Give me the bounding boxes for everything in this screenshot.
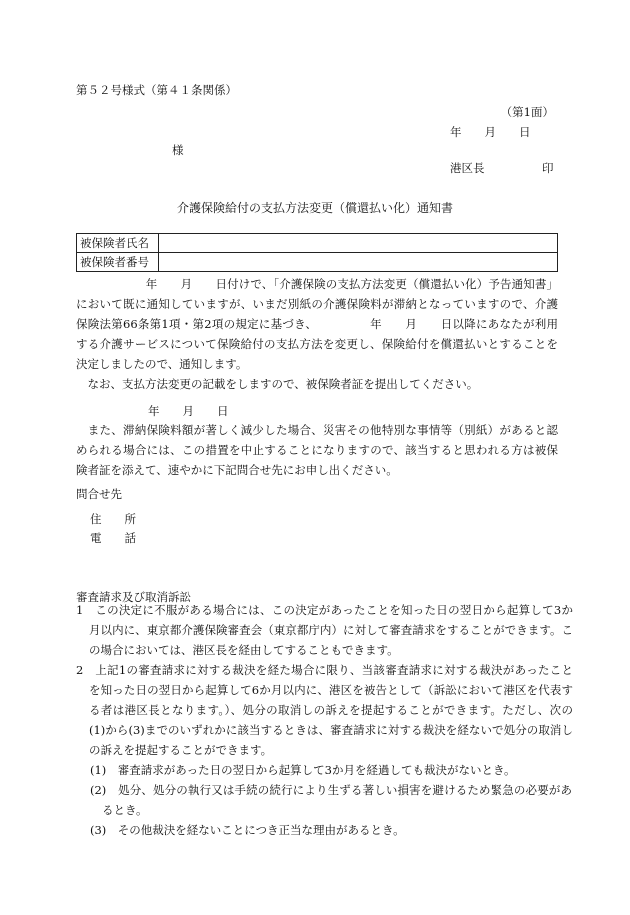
insured-table [76, 233, 558, 272]
appeal-heading: 審査請求及び取消訴訟 [76, 590, 191, 604]
appeal-item-1: 1 この決定に不服がある場合には、この決定があったことを知った日の翌日から起算して3か月以内に、東京都介護保険審査会（東京都庁内）に対して審査請求をすることができます。この場合においては、港区長を経由してすることもできます。 [76, 603, 573, 657]
body-paragraph-2: なお、支払方法変更の記載をしますので、被保険者証を提出してください。 [76, 377, 479, 391]
contact-heading: 問合せ先 [76, 487, 122, 501]
appeal-item-2: 2 上記1の審査請求に対する裁決を経た場合に限り、当該審査請求に対する裁決があったことを知った日の翌日から起算して6か月以内に、港区を被告として（訴訟において港区を代表する者は港区長となります。）、処分の取消しの訴えを提起することができます。ただし、次の(1)から(3)までのいずれかに該当するときは、審査請求に対する裁決を経ないで処分の取消しの訴えを提起することができます。 [76, 663, 573, 757]
table-row [77, 253, 558, 272]
contact-phone-label: 電 話 [90, 531, 136, 545]
appeal-sub-item-1: (1) 審査請求があった日の翌日から起算して3か月を経過しても裁決がないとき。 [90, 763, 516, 777]
contact-address-label: 住 所 [90, 512, 136, 526]
insured-number-label: 被保険者番号 [77, 253, 159, 272]
issuer-signature: 港区長 印 [450, 161, 554, 175]
body-paragraph-3: また、滞納保険料額が著しく減少した場合、災害その他特別な事情等（別紙）があると認められる場合には、この措置を中止することになりますので、該当すると思われる方は被保険者証を添えて、速やかに下記問合せ先にお申し出ください。 [76, 423, 558, 477]
issue-date: 年 月 日 [450, 125, 531, 139]
form-number: 第５２号様式（第４１条関係） [76, 83, 237, 97]
table-row [77, 234, 558, 253]
resume-date: 年 月 日 [148, 404, 229, 418]
body-paragraph-1: 年 月 日付けで、「介護保険の支払方法変更（償還払い化）予告通知書」において既に通知していますが、いまだ別紙の介護保険料が滞納となっていますので、介護保険法第66条第1項・第2項の規定に基づき、 年 月 日以降にあなたが利用する介護サービスについて保険給付の支払方法を変更し、保険給付を償還払いとすることを決定しましたので、通知します。 [76, 277, 558, 371]
addressee-suffix: 様 [172, 143, 184, 157]
insured-number-value [159, 253, 558, 272]
document-title: 介護保険給付の支払方法変更（償還払い化）通知書 [176, 201, 453, 215]
insured-name-label: 被保険者氏名 [77, 234, 159, 253]
appeal-sub-item-2: (2) 処分、処分の執行又は手続の続行により生ずる著しい損害を避けるため緊急の必要があるとき。 [90, 783, 572, 817]
appeal-sub-item-3: (3) その他裁決を経ないことにつき正当な理由があるとき。 [90, 823, 405, 837]
page-label: （第1面） [500, 105, 554, 119]
insured-name-value [159, 234, 558, 253]
